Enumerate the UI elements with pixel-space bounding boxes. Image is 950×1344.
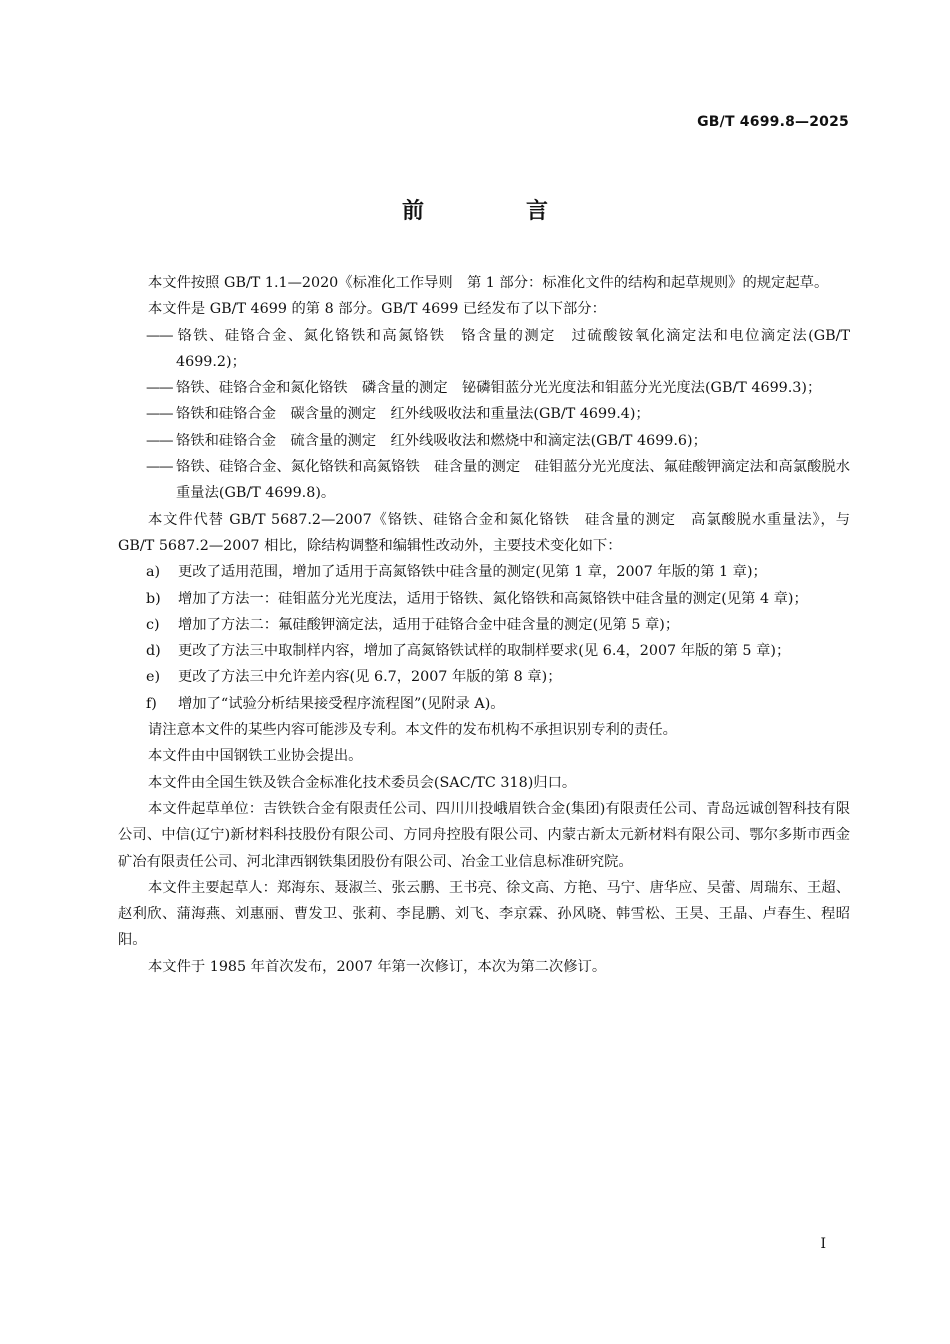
list-item (118, 454, 850, 507)
main-drafters: 本文件主要起草人：郑海东、聂淑兰、张云鹏、王书亮、徐文高、方艳、马宁、唐华应、吴蕾、周瑞东、王超、赵利欣、蒲海燕、刘惠丽、曹发卫、张莉、李昆鹏、刘飞、李京霖、孙风晓、韩雪松、王昊、王晶、卢春生、程昭阳。 (118, 879, 850, 949)
list-marker: —— (146, 432, 173, 449)
change-item (118, 612, 850, 638)
list-text: 铬铁、硅铬合金、氮化铬铁和高氮铬铁 硅含量的测定 硅钼蓝分光光度法、氟硅酸钾滴定法和高氯酸脱水重量法(GB/T 4699.8)。 (176, 459, 850, 502)
list-marker: —— (146, 406, 173, 423)
item-marker: a) (146, 564, 161, 581)
page-title: 前 言 (401, 198, 588, 224)
item-text: 增加了“试验分析结果接受程序流程图”(见附录 A)。 (178, 695, 505, 712)
list-text: 铬铁、硅铬合金和氮化铬铁 磷含量的测定 铋磷钼蓝分光光度法和钼蓝分光光度法(GB/T 4699.3)； (176, 380, 822, 397)
item-marker: e) (146, 669, 161, 686)
foreword-body (118, 270, 850, 980)
page-number: I (820, 1236, 826, 1252)
list-marker: —— (146, 459, 173, 476)
list-item (118, 428, 850, 454)
item-marker: d) (146, 643, 161, 660)
change-item (118, 664, 850, 690)
change-item (118, 691, 850, 717)
change-item (118, 638, 850, 664)
list-item (118, 375, 850, 401)
item-marker: b) (146, 590, 161, 607)
list-text: 铬铁和硅铬合金 硫含量的测定 红外线吸收法和燃烧中和滴定法(GB/T 4699.6)； (176, 432, 707, 449)
list-text: 铬铁、硅铬合金、氮化铬铁和高氮铬铁 铬含量的测定 过硫酸铵氧化滴定法和电位滴定法(GB/T 4699.2)； (176, 327, 850, 370)
centralized-by: 本文件由全国生铁及铁合金标准化技术委员会(SAC/TC 318)归口。 (148, 774, 577, 791)
list-marker: —— (146, 380, 173, 397)
paragraph: 本文件按照 GB/T 1.1—2020《标准化工作导则 第 1 部分：标准化文件的结构和起草规则》的规定起草。 (148, 275, 829, 291)
drafting-units: 本文件起草单位：吉铁铁合金有限责任公司、四川川投峨眉铁合金(集团)有限责任公司、青岛远诚创智科技有限公司、中信(辽宁)新材料科技股份有限公司、方同舟控股有限公司、内蒙古新太元新材料有限公司、鄂尔多斯市西金矿冶有限责任公司、河北津西钢铁集团股份有限公司、冶金工业信息标准研究院。 (118, 800, 850, 870)
paragraph: 本文件是 GB/T 4699 的第 8 部分。GB/T 4699 已经发布了以下部分： (148, 301, 606, 318)
patent-notice: 请注意本文件的某些内容可能涉及专利。本文件的发布机构不承担识别专利的责任。 (148, 722, 677, 739)
item-text: 更改了方法三中取制样内容，增加了高氮铬铁试样的取制样要求(见 6.4，2007 年版的第 5 章)； (178, 643, 791, 660)
list-item (118, 401, 850, 427)
proposed-by: 本文件由中国钢铁工业协会提出。 (148, 748, 363, 765)
change-item (118, 559, 850, 585)
paragraph: 本文件代替 GB/T 5687.2—2007《铬铁、硅铬合金和氮化铬铁 硅含量的测定 高氯酸脱水重量法》，与 GB/T 5687.2—2007 相比，除结构调整和编辑性改动外，主要技术变化如下： (118, 511, 850, 554)
standard-number: GB/T 4699.8—2025 (697, 114, 849, 130)
change-item (118, 586, 850, 612)
item-marker: c) (146, 616, 160, 633)
list-text: 铬铁和硅铬合金 碳含量的测定 红外线吸收法和重量法(GB/T 4699.4)； (176, 406, 650, 423)
item-text: 增加了方法二：氟硅酸钾滴定法，适用于硅铬合金中硅含量的测定(见第 5 章)； (178, 616, 680, 633)
item-text: 增加了方法一：硅钼蓝分光光度法，适用于铬铁、氮化铬铁和高氮铬铁中硅含量的测定(见第 4 章)； (178, 590, 808, 607)
item-text: 更改了适用范围，增加了适用于高氮铬铁中硅含量的测定(见第 1 章，2007 年版的第 1 章)； (178, 564, 767, 581)
item-text: 更改了方法三中允许差内容(见 6.7，2007 年版的第 8 章)； (178, 669, 562, 686)
publication-history: 本文件于 1985 年首次发布，2007 年第一次修订，本次为第二次修订。 (148, 958, 607, 975)
list-marker: —— (146, 327, 173, 344)
list-item (118, 323, 850, 376)
item-marker: f) (146, 695, 157, 712)
